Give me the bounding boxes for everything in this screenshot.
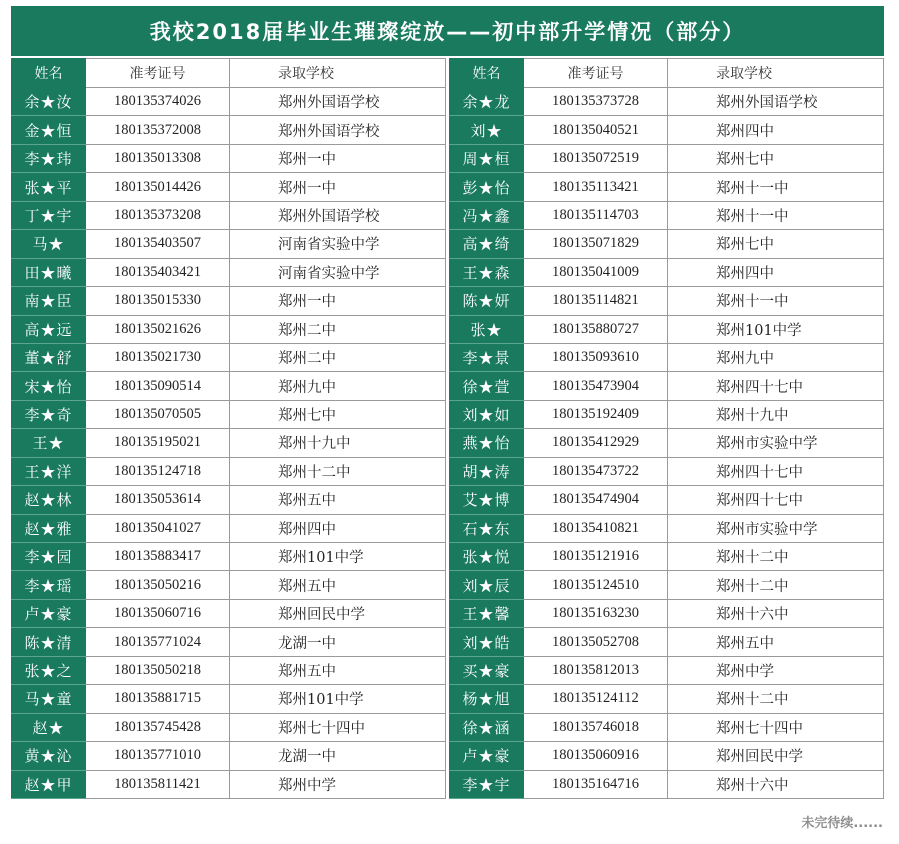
exam-id: 180135014426 bbox=[86, 173, 230, 201]
exam-id: 180135114821 bbox=[524, 287, 668, 315]
admitted-school: 郑州中学 bbox=[668, 656, 884, 684]
table-row bbox=[12, 88, 446, 116]
admitted-school: 郑州市实验中学 bbox=[668, 429, 884, 457]
exam-id: 180135374026 bbox=[86, 88, 230, 116]
exam-id: 180135403421 bbox=[86, 258, 230, 286]
admitted-school: 郑州十二中 bbox=[668, 685, 884, 713]
exam-id: 180135021626 bbox=[86, 315, 230, 343]
exam-id: 180135771024 bbox=[86, 628, 230, 656]
admitted-school: 郑州四十七中 bbox=[668, 457, 884, 485]
admitted-school: 郑州四中 bbox=[668, 258, 884, 286]
table-row bbox=[12, 230, 446, 258]
table-row bbox=[12, 599, 446, 627]
table-row bbox=[12, 400, 446, 428]
admitted-school: 龙湖一中 bbox=[230, 742, 446, 770]
student-name: 高★远 bbox=[12, 315, 86, 343]
admitted-school: 郑州101中学 bbox=[668, 315, 884, 343]
table-row bbox=[12, 429, 446, 457]
student-name: 卢★豪 bbox=[12, 599, 86, 627]
admitted-school: 郑州一中 bbox=[230, 287, 446, 315]
admitted-school: 郑州外国语学校 bbox=[230, 88, 446, 116]
exam-id: 180135410821 bbox=[524, 514, 668, 542]
admitted-school: 郑州四十七中 bbox=[668, 486, 884, 514]
admitted-school: 郑州外国语学校 bbox=[230, 201, 446, 229]
exam-id: 180135114703 bbox=[524, 201, 668, 229]
admitted-school: 郑州九中 bbox=[668, 343, 884, 371]
student-name: 李★瑶 bbox=[12, 571, 86, 599]
table-row bbox=[450, 514, 884, 542]
table-row bbox=[450, 742, 884, 770]
table-row bbox=[450, 343, 884, 371]
exam-id: 180135812013 bbox=[524, 656, 668, 684]
table-row bbox=[450, 144, 884, 172]
table-row bbox=[450, 201, 884, 229]
admitted-school: 郑州外国语学校 bbox=[230, 116, 446, 144]
admitted-school: 郑州十九中 bbox=[668, 400, 884, 428]
exam-id: 180135373728 bbox=[524, 88, 668, 116]
exam-id: 180135372008 bbox=[86, 116, 230, 144]
exam-id: 180135403507 bbox=[86, 230, 230, 258]
student-name: 马★ bbox=[12, 230, 86, 258]
student-name: 李★奇 bbox=[12, 400, 86, 428]
admitted-school: 郑州七中 bbox=[668, 144, 884, 172]
header-school: 录取学校 bbox=[230, 59, 446, 88]
student-name: 王★馨 bbox=[450, 599, 524, 627]
admitted-school: 郑州101中学 bbox=[230, 685, 446, 713]
student-name: 高★绮 bbox=[450, 230, 524, 258]
table-row bbox=[12, 486, 446, 514]
exam-id: 180135124718 bbox=[86, 457, 230, 485]
exam-id: 180135473904 bbox=[524, 372, 668, 400]
to-be-continued-note: 未完待续...... bbox=[801, 816, 883, 831]
admitted-school: 郑州回民中学 bbox=[668, 742, 884, 770]
student-name: 刘★如 bbox=[450, 400, 524, 428]
student-name: 徐★萱 bbox=[450, 372, 524, 400]
exam-id: 180135883417 bbox=[86, 543, 230, 571]
student-name: 田★曦 bbox=[12, 258, 86, 286]
header-school: 录取学校 bbox=[668, 59, 884, 88]
student-name: 董★舒 bbox=[12, 343, 86, 371]
exam-id: 180135052708 bbox=[524, 628, 668, 656]
header-row bbox=[12, 59, 446, 88]
exam-id: 180135124112 bbox=[524, 685, 668, 713]
admitted-school: 郑州十九中 bbox=[230, 429, 446, 457]
student-name: 陈★清 bbox=[12, 628, 86, 656]
exam-id: 180135053614 bbox=[86, 486, 230, 514]
student-name: 黄★沁 bbox=[12, 742, 86, 770]
table-row bbox=[450, 713, 884, 741]
exam-id: 180135473722 bbox=[524, 457, 668, 485]
table-row bbox=[12, 628, 446, 656]
admitted-school: 郑州五中 bbox=[230, 656, 446, 684]
admitted-school: 郑州一中 bbox=[230, 173, 446, 201]
exam-id: 180135164716 bbox=[524, 770, 668, 798]
admitted-school: 郑州十二中 bbox=[668, 543, 884, 571]
table-row bbox=[12, 315, 446, 343]
student-name: 李★玮 bbox=[12, 144, 86, 172]
exam-id: 180135771010 bbox=[86, 742, 230, 770]
student-name: 赵★甲 bbox=[12, 770, 86, 798]
student-name: 金★恒 bbox=[12, 116, 86, 144]
admitted-school: 郑州七中 bbox=[230, 400, 446, 428]
table-row bbox=[12, 343, 446, 371]
exam-id: 180135015330 bbox=[86, 287, 230, 315]
admitted-school: 郑州九中 bbox=[230, 372, 446, 400]
admitted-school: 郑州外国语学校 bbox=[668, 88, 884, 116]
table-row bbox=[450, 400, 884, 428]
exam-id: 180135041027 bbox=[86, 514, 230, 542]
table-row bbox=[450, 258, 884, 286]
table-row bbox=[12, 685, 446, 713]
table-row bbox=[450, 685, 884, 713]
exam-id: 180135093610 bbox=[524, 343, 668, 371]
exam-id: 180135746018 bbox=[524, 713, 668, 741]
table-row bbox=[12, 287, 446, 315]
student-name: 冯★鑫 bbox=[450, 201, 524, 229]
table-row bbox=[450, 372, 884, 400]
student-name: 刘★辰 bbox=[450, 571, 524, 599]
admitted-school: 郑州四中 bbox=[668, 116, 884, 144]
exam-id: 180135041009 bbox=[524, 258, 668, 286]
roster-body-left bbox=[12, 88, 446, 799]
exam-id: 180135163230 bbox=[524, 599, 668, 627]
table-row bbox=[12, 571, 446, 599]
table-row bbox=[12, 656, 446, 684]
admitted-school: 郑州十一中 bbox=[668, 287, 884, 315]
admitted-school: 郑州七十四中 bbox=[230, 713, 446, 741]
admitted-school: 郑州四十七中 bbox=[668, 372, 884, 400]
student-name: 王★ bbox=[12, 429, 86, 457]
exam-id: 180135121916 bbox=[524, 543, 668, 571]
table-row bbox=[450, 770, 884, 798]
table-row bbox=[12, 514, 446, 542]
admitted-school: 郑州市实验中学 bbox=[668, 514, 884, 542]
student-name: 李★宇 bbox=[450, 770, 524, 798]
admitted-school: 郑州十六中 bbox=[668, 599, 884, 627]
admitted-school: 郑州十六中 bbox=[668, 770, 884, 798]
table-row bbox=[12, 713, 446, 741]
table-row bbox=[12, 173, 446, 201]
student-name: 张★悦 bbox=[450, 543, 524, 571]
student-name: 余★汝 bbox=[12, 88, 86, 116]
student-name: 张★ bbox=[450, 315, 524, 343]
exam-id: 180135474904 bbox=[524, 486, 668, 514]
exam-id: 180135070505 bbox=[86, 400, 230, 428]
exam-id: 180135040521 bbox=[524, 116, 668, 144]
student-name: 胡★涛 bbox=[450, 457, 524, 485]
student-name: 杨★旭 bbox=[450, 685, 524, 713]
student-name: 王★洋 bbox=[12, 457, 86, 485]
table-row bbox=[12, 543, 446, 571]
exam-id: 180135060716 bbox=[86, 599, 230, 627]
student-name: 赵★ bbox=[12, 713, 86, 741]
table-row bbox=[450, 656, 884, 684]
header-exam-id: 准考证号 bbox=[524, 59, 668, 88]
table-row bbox=[12, 258, 446, 286]
table-row bbox=[450, 230, 884, 258]
student-name: 马★童 bbox=[12, 685, 86, 713]
admitted-school: 郑州十一中 bbox=[668, 173, 884, 201]
exam-id: 180135071829 bbox=[524, 230, 668, 258]
student-name: 南★臣 bbox=[12, 287, 86, 315]
student-name: 彭★怡 bbox=[450, 173, 524, 201]
table-row bbox=[450, 315, 884, 343]
admitted-school: 郑州五中 bbox=[230, 486, 446, 514]
table-row bbox=[12, 201, 446, 229]
table-row bbox=[450, 287, 884, 315]
table-row bbox=[450, 571, 884, 599]
exam-id: 180135021730 bbox=[86, 343, 230, 371]
student-name: 王★森 bbox=[450, 258, 524, 286]
admitted-school: 郑州二中 bbox=[230, 343, 446, 371]
exam-id: 180135060916 bbox=[524, 742, 668, 770]
exam-id: 180135811421 bbox=[86, 770, 230, 798]
admitted-school: 郑州五中 bbox=[230, 571, 446, 599]
admitted-school: 龙湖一中 bbox=[230, 628, 446, 656]
student-name: 燕★怡 bbox=[450, 429, 524, 457]
admitted-school: 郑州中学 bbox=[230, 770, 446, 798]
table-row bbox=[12, 116, 446, 144]
admitted-school: 郑州二中 bbox=[230, 315, 446, 343]
student-name: 赵★雅 bbox=[12, 514, 86, 542]
exam-id: 180135013308 bbox=[86, 144, 230, 172]
admitted-school: 郑州回民中学 bbox=[230, 599, 446, 627]
roster-table-left bbox=[11, 58, 446, 799]
table-row bbox=[450, 599, 884, 627]
exam-id: 180135745428 bbox=[86, 713, 230, 741]
table-row bbox=[450, 173, 884, 201]
exam-id: 180135195021 bbox=[86, 429, 230, 457]
admitted-school: 郑州五中 bbox=[668, 628, 884, 656]
header-row bbox=[450, 59, 884, 88]
student-name: 张★之 bbox=[12, 656, 86, 684]
header-exam-id: 准考证号 bbox=[86, 59, 230, 88]
admitted-school: 郑州四中 bbox=[230, 514, 446, 542]
exam-id: 180135113421 bbox=[524, 173, 668, 201]
student-name: 卢★豪 bbox=[450, 742, 524, 770]
admitted-school: 郑州101中学 bbox=[230, 543, 446, 571]
admitted-school: 河南省实验中学 bbox=[230, 230, 446, 258]
page-title: 我校2018届毕业生璀璨绽放——初中部升学情况（部分） bbox=[11, 6, 884, 56]
exam-id: 180135050216 bbox=[86, 571, 230, 599]
student-name: 刘★ bbox=[450, 116, 524, 144]
student-name: 陈★妍 bbox=[450, 287, 524, 315]
table-row bbox=[450, 457, 884, 485]
student-name: 买★豪 bbox=[450, 656, 524, 684]
table-row bbox=[12, 457, 446, 485]
roster-body-right bbox=[450, 88, 884, 799]
roster-tables bbox=[11, 58, 884, 799]
admitted-school: 郑州十二中 bbox=[230, 457, 446, 485]
student-name: 张★平 bbox=[12, 173, 86, 201]
admitted-school: 郑州七十四中 bbox=[668, 713, 884, 741]
admitted-school: 郑州七中 bbox=[668, 230, 884, 258]
admitted-school: 郑州一中 bbox=[230, 144, 446, 172]
roster-table-right bbox=[449, 58, 884, 799]
admitted-school: 河南省实验中学 bbox=[230, 258, 446, 286]
student-name: 宋★怡 bbox=[12, 372, 86, 400]
student-name: 余★龙 bbox=[450, 88, 524, 116]
student-name: 周★桓 bbox=[450, 144, 524, 172]
student-name: 艾★博 bbox=[450, 486, 524, 514]
exam-id: 180135192409 bbox=[524, 400, 668, 428]
table-row bbox=[450, 88, 884, 116]
exam-id: 180135072519 bbox=[524, 144, 668, 172]
header-name: 姓名 bbox=[12, 59, 86, 88]
student-name: 李★景 bbox=[450, 343, 524, 371]
student-name: 徐★涵 bbox=[450, 713, 524, 741]
table-row bbox=[450, 486, 884, 514]
table-row bbox=[12, 742, 446, 770]
table-row bbox=[12, 372, 446, 400]
student-name: 刘★皓 bbox=[450, 628, 524, 656]
exam-id: 180135881715 bbox=[86, 685, 230, 713]
table-row bbox=[450, 429, 884, 457]
exam-id: 180135050218 bbox=[86, 656, 230, 684]
student-name: 丁★宇 bbox=[12, 201, 86, 229]
table-row bbox=[450, 628, 884, 656]
admitted-school: 郑州十一中 bbox=[668, 201, 884, 229]
student-name: 赵★林 bbox=[12, 486, 86, 514]
exam-id: 180135412929 bbox=[524, 429, 668, 457]
table-row bbox=[12, 144, 446, 172]
table-row bbox=[450, 116, 884, 144]
header-name: 姓名 bbox=[450, 59, 524, 88]
exam-id: 180135090514 bbox=[86, 372, 230, 400]
table-row bbox=[450, 543, 884, 571]
student-name: 石★东 bbox=[450, 514, 524, 542]
admitted-school: 郑州十二中 bbox=[668, 571, 884, 599]
exam-id: 180135880727 bbox=[524, 315, 668, 343]
exam-id: 180135373208 bbox=[86, 201, 230, 229]
student-name: 李★园 bbox=[12, 543, 86, 571]
exam-id: 180135124510 bbox=[524, 571, 668, 599]
table-row bbox=[12, 770, 446, 798]
